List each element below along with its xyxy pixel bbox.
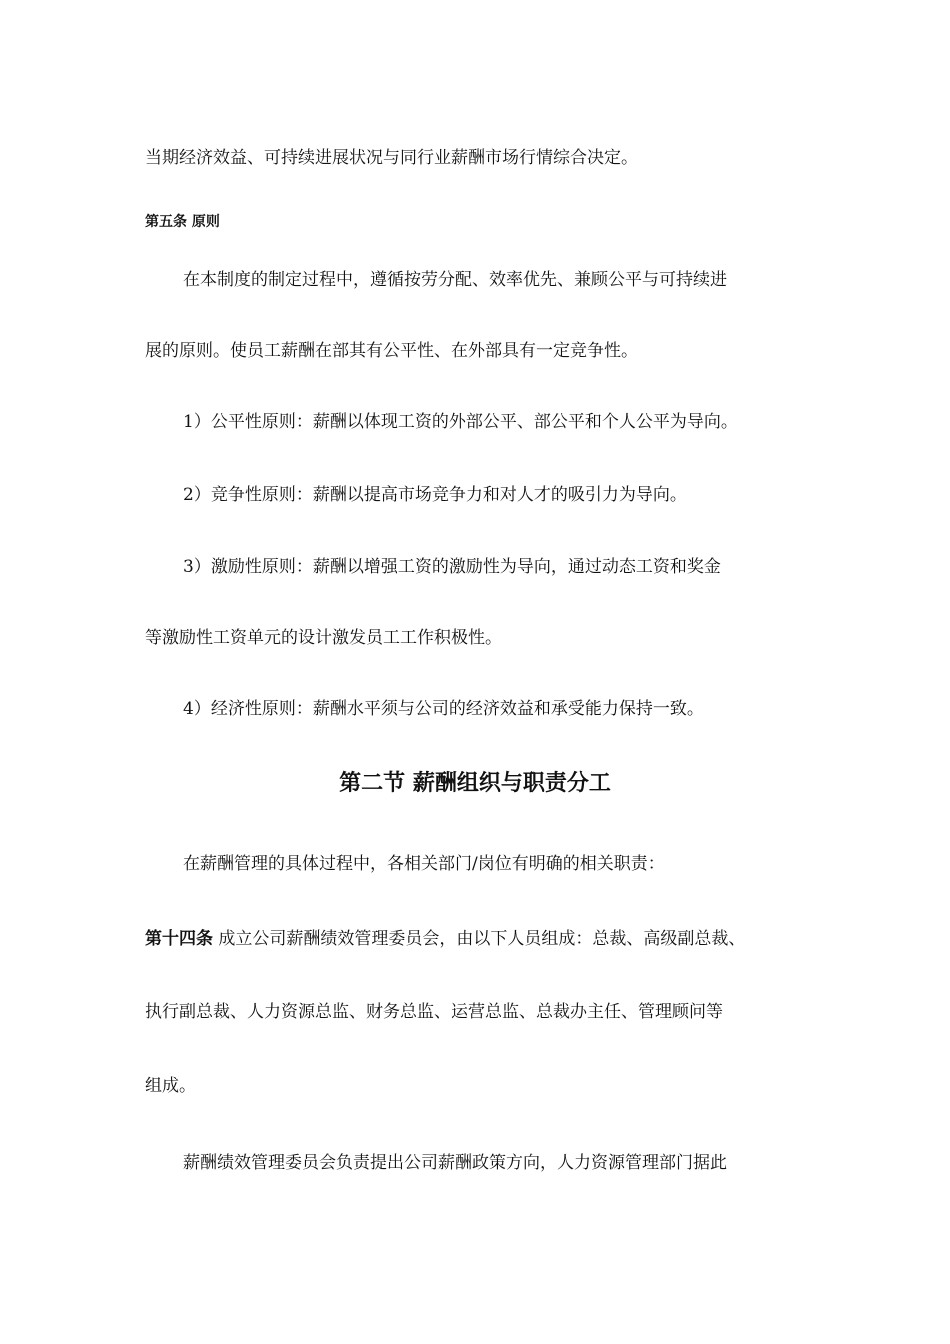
principle-incentive-continued: 等激励性工资单元的设计激发员工工作积极性。 [145,628,502,648]
paragraph-line: 执行副总裁、人力资源总监、财务总监、运营总监、总裁办主任、管理顾问等 [145,1002,723,1022]
paragraph-line: 在本制度的制定过程中，遵循按劳分配、效率优先、兼顾公平与可持续进 [183,270,727,290]
article-fourteen-line [145,927,745,951]
intro-line: 在薪酬管理的具体过程中，各相关部门/岗位有明确的相关职责： [183,854,665,874]
paragraph-line: 薪酬绩效管理委员会负责提出公司薪酬政策方向，人力资源管理部门据此 [183,1153,727,1173]
paragraph-line: 展的原则。使员工薪酬在部其有公平性、在外部具有一定竞争性。 [145,341,638,361]
paragraph-line: 组成。 [145,1076,196,1096]
principle-competitiveness: 2）竞争性原则：薪酬以提高市场竞争力和对人才的吸引力为导向。 [183,485,687,505]
principle-fairness: 1）公平性原则：薪酬以体现工资的外部公平、部公平和个人公平为导向。 [183,412,738,432]
article-fourteen-label: 第十四条 [145,929,213,949]
article-five-heading: 第五条 原则 [145,214,220,230]
principle-economy: 4）经济性原则：薪酬水平须与公司的经济效益和承受能力保持一致。 [183,699,704,719]
article-fourteen-text: 成立公司薪酬绩效管理委员会，由以下人员组成：总裁、高级副总裁、 [213,929,746,949]
paragraph-line: 当期经济效益、可持续进展状况与同行业薪酬市场行情综合决定。 [145,148,638,168]
section-title: 第二节 薪酬组织与职责分工 [339,770,611,796]
principle-incentive: 3）激励性原则：薪酬以增强工资的激励性为导向，通过动态工资和奖金 [183,557,721,577]
